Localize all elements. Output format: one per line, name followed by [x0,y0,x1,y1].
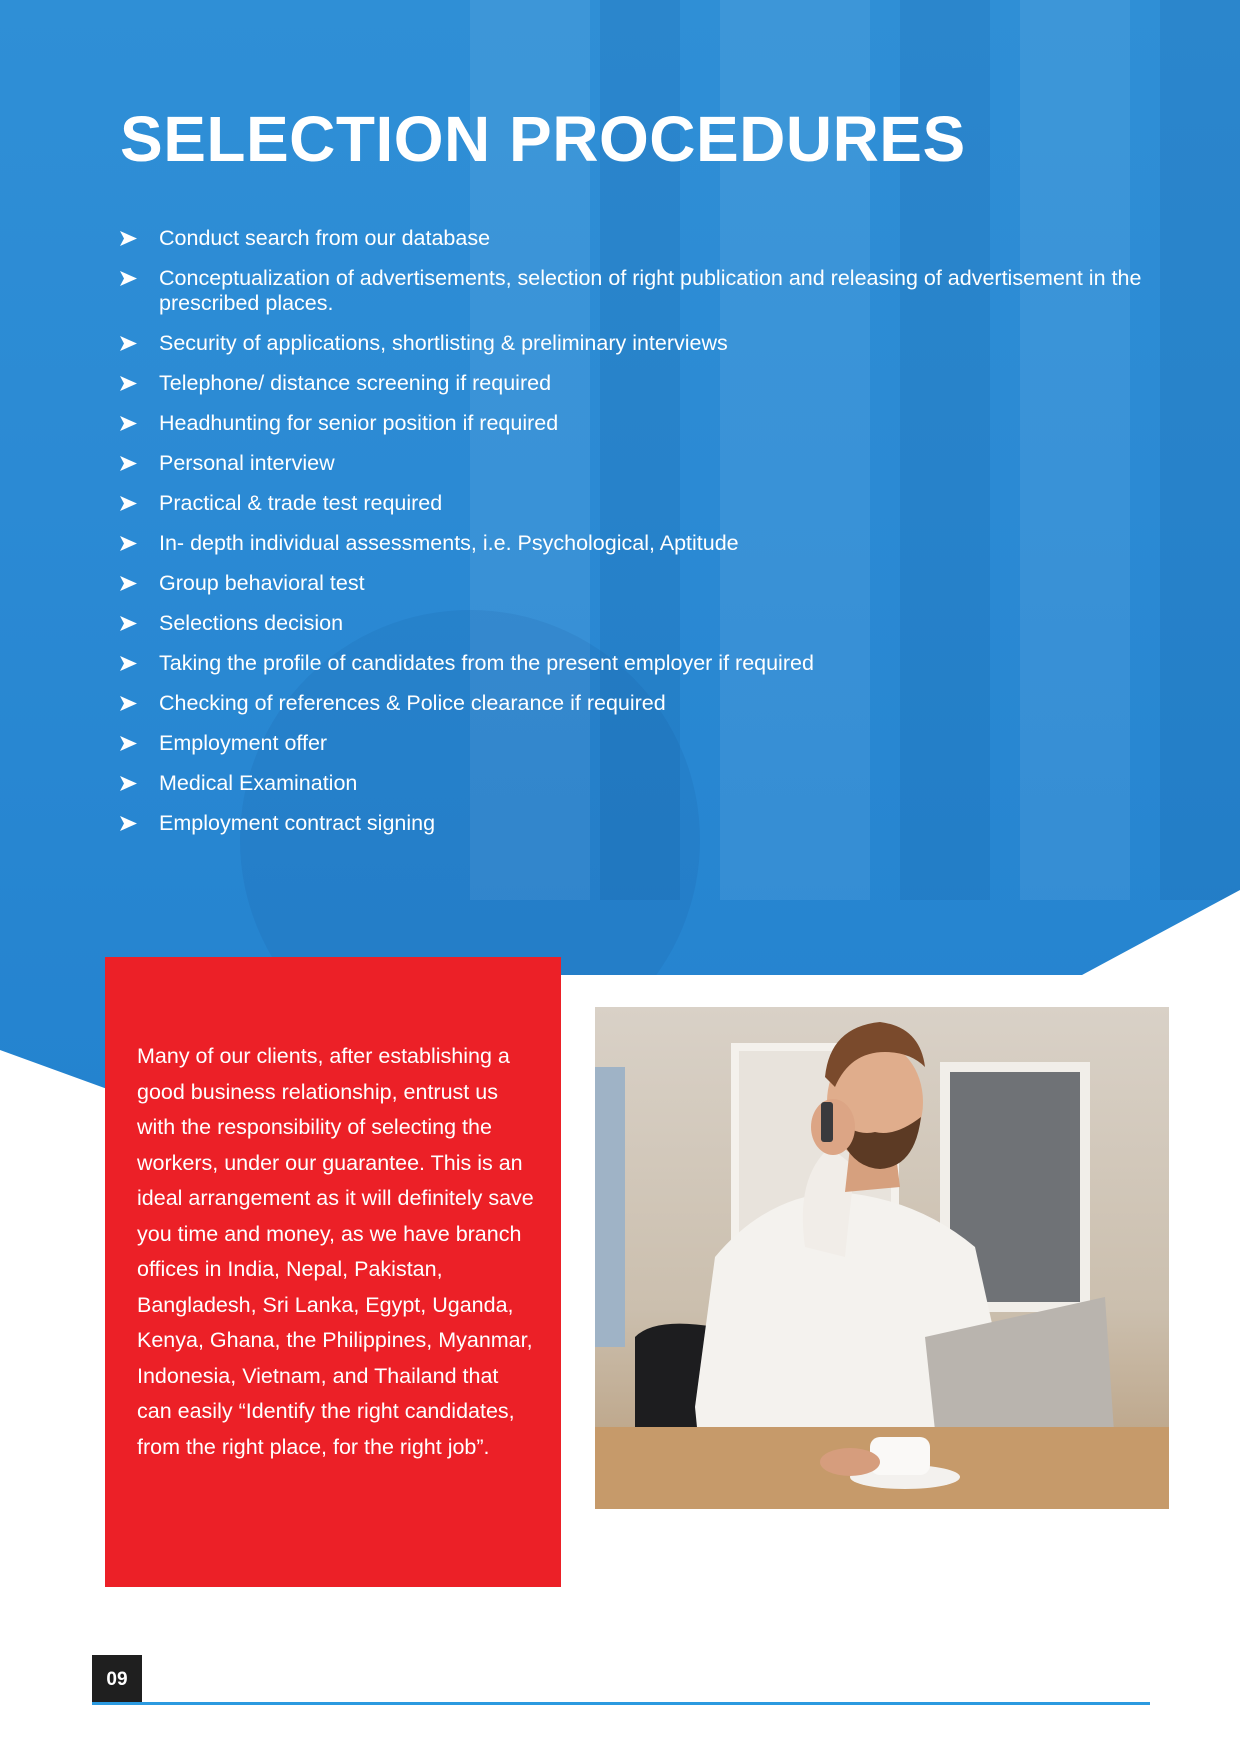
procedure-item-text: Checking of references & Police clearance if required [159,691,666,715]
procedure-item-text: Employment offer [159,731,328,755]
page-number-badge: 09 [92,1655,142,1705]
procedure-item [120,371,1180,396]
callout-box [105,957,561,1587]
businessman-on-phone-photo [595,1007,1169,1509]
procedure-item-text: Employment contract signing [159,811,436,835]
procedure-item [120,226,1180,251]
procedure-item [120,731,1180,756]
arrowhead-bullet-icon [120,376,137,391]
procedure-item-text: Personal interview [159,451,335,475]
callout-text: Many of our clients, after establishing a good business relationship, entrust us with the responsibility of selecting the workers, under our guarantee. This is an ideal arrangement as it will definitely save you time and money, as we have branch offices in India, Nepal, Pakistan, Bangladesh, Sri Lanka, Egypt, Uganda, Kenya, Ghana, the Philippines, Myanmar, Indonesia, Vietnam, and Thailand that can easily “Identify the right candidates, from the right place, for the right job”. [137,1044,534,1459]
procedure-item-text: In- depth individual assessments, i.e. Psychological, Aptitude [159,531,739,555]
arrowhead-bullet-icon [120,496,137,511]
procedure-item-text: Security of applications, shortlisting & preliminary interviews [159,331,728,355]
procedure-item-text: Telephone/ distance screening if required [159,371,552,395]
arrowhead-bullet-icon [120,536,137,551]
photo-illustration [595,1007,1169,1509]
procedure-item [120,771,1180,796]
arrowhead-bullet-icon [120,776,137,791]
procedure-item [120,531,1180,556]
procedure-item [120,491,1180,516]
arrowhead-bullet-icon [120,736,137,751]
procedure-item [120,266,1180,316]
arrowhead-bullet-icon [120,616,137,631]
procedure-item-text: Selections decision [159,611,344,635]
procedure-item [120,651,1180,676]
arrowhead-bullet-icon [120,231,137,246]
arrowhead-bullet-icon [120,656,137,671]
procedure-item-text: Headhunting for senior position if required [159,411,559,435]
arrowhead-bullet-icon [120,271,137,286]
page-title: SELECTION PROCEDURES [120,103,966,175]
footer-divider [92,1702,1150,1705]
procedure-item [120,611,1180,636]
arrowhead-bullet-icon [120,816,137,831]
procedure-item-text: Group behavioral test [159,571,365,595]
procedure-item-text: Medical Examination [159,771,358,795]
procedure-item-text: Conduct search from our database [159,226,491,250]
procedure-item [120,811,1180,836]
procedure-item [120,331,1180,356]
arrowhead-bullet-icon [120,416,137,431]
procedure-item-text: Conceptualization of advertisements, selection of right publication and releasing of advertisement in the prescribed places. [159,266,1142,315]
arrowhead-bullet-icon [120,456,137,471]
procedure-item-text: Taking the profile of candidates from the present employer if required [159,651,814,675]
procedure-item [120,571,1180,596]
arrowhead-bullet-icon [120,696,137,711]
procedure-item [120,411,1180,436]
procedure-item-text: Practical & trade test required [159,491,443,515]
arrowhead-bullet-icon [120,576,137,591]
arrowhead-bullet-icon [120,336,137,351]
procedure-item [120,691,1180,716]
procedure-item [120,451,1180,476]
procedures-list [120,226,1180,851]
